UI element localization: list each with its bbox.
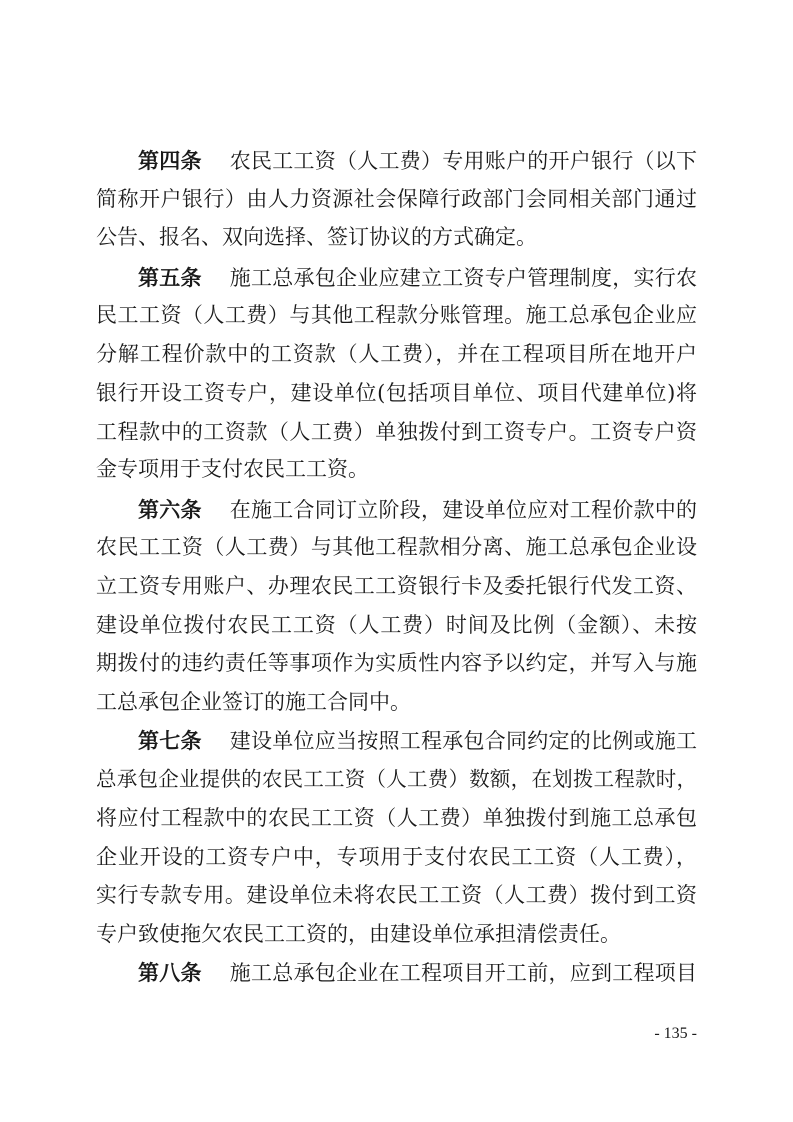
article-4-line-2: 简称开户银行）由人力资源社会保障行政部门会同相关部门通过 [96, 187, 697, 211]
article-7-line-2: 总承包企业提供的农民工工资（人工费）数额，在划拨工程款时， [96, 767, 697, 791]
article-7-line-4: 企业开设的工资专户中，专项用于支付农民工工资（人工费）， [96, 845, 697, 869]
article-5-text-1: 施工总承包企业应建立工资专户管理制度，实行农 [229, 266, 697, 290]
article-7-line-1 [138, 724, 697, 758]
article-5-line-1 [138, 261, 697, 295]
article-4-text-1: 农民工工资（人工费）专用账户的开户银行（以下 [229, 149, 697, 173]
article-8-label: 第八条 [138, 961, 202, 985]
article-4-label: 第四条 [138, 149, 202, 173]
article-7-line-5: 实行专款专用。建设单位未将农民工工资（人工费）拨付到工资 [96, 883, 697, 907]
article-5-label: 第五条 [138, 266, 202, 290]
article-7-line-3: 将应付工程款中的农民工工资（人工费）单独拨付到施工总承包 [96, 806, 697, 830]
article-7-label: 第七条 [138, 729, 202, 753]
page-number: - 135 - [654, 1025, 697, 1042]
article-4-line-1 [138, 144, 697, 178]
article-5-line-6: 金专项用于支付农民工工资。 [96, 457, 369, 481]
article-6-line-5: 期拨付的违约责任等事项作为实质性内容予以约定，并写入与施 [96, 651, 697, 675]
article-8-line-1 [138, 956, 697, 990]
article-7-line-6: 专户致使拖欠农民工工资的，由建设单位承担清偿责任。 [96, 922, 621, 946]
article-5-line-4: 银行开设工资专户，建设单位(包括项目单位、项目代建单位)将 [96, 381, 697, 405]
article-6-label: 第六条 [138, 498, 202, 522]
article-6-text-1: 在施工合同订立阶段，建设单位应对工程价款中的 [229, 498, 697, 522]
article-6-line-1 [138, 493, 697, 527]
article-7-text-1: 建设单位应当按照工程承包合同约定的比例或施工 [229, 729, 697, 753]
article-6-line-6: 工总承包企业签订的施工合同中。 [96, 690, 411, 714]
article-5-line-3: 分解工程价款中的工资款（人工费），并在工程项目所在地开户 [96, 342, 697, 366]
article-6-line-3: 立工资专用账户、办理农民工工资银行卡及委托银行代发工资、 [96, 574, 697, 598]
article-5-line-2: 民工工资（人工费）与其他工程款分账管理。施工总承包企业应 [96, 303, 697, 327]
article-8-text-1: 施工总承包企业在工程项目开工前，应到工程项目 [229, 961, 697, 985]
article-4-line-3: 公告、报名、双向选择、签订协议的方式确定。 [96, 225, 537, 249]
article-5-line-5: 工程款中的工资款（人工费）单独拨付到工资专户。工资专户资 [96, 420, 697, 444]
article-6-line-2: 农民工工资（人工费）与其他工程款相分离、施工总承包企业设 [96, 535, 697, 559]
article-6-line-4: 建设单位拨付农民工工资（人工费）时间及比例（金额）、未按 [96, 613, 697, 637]
